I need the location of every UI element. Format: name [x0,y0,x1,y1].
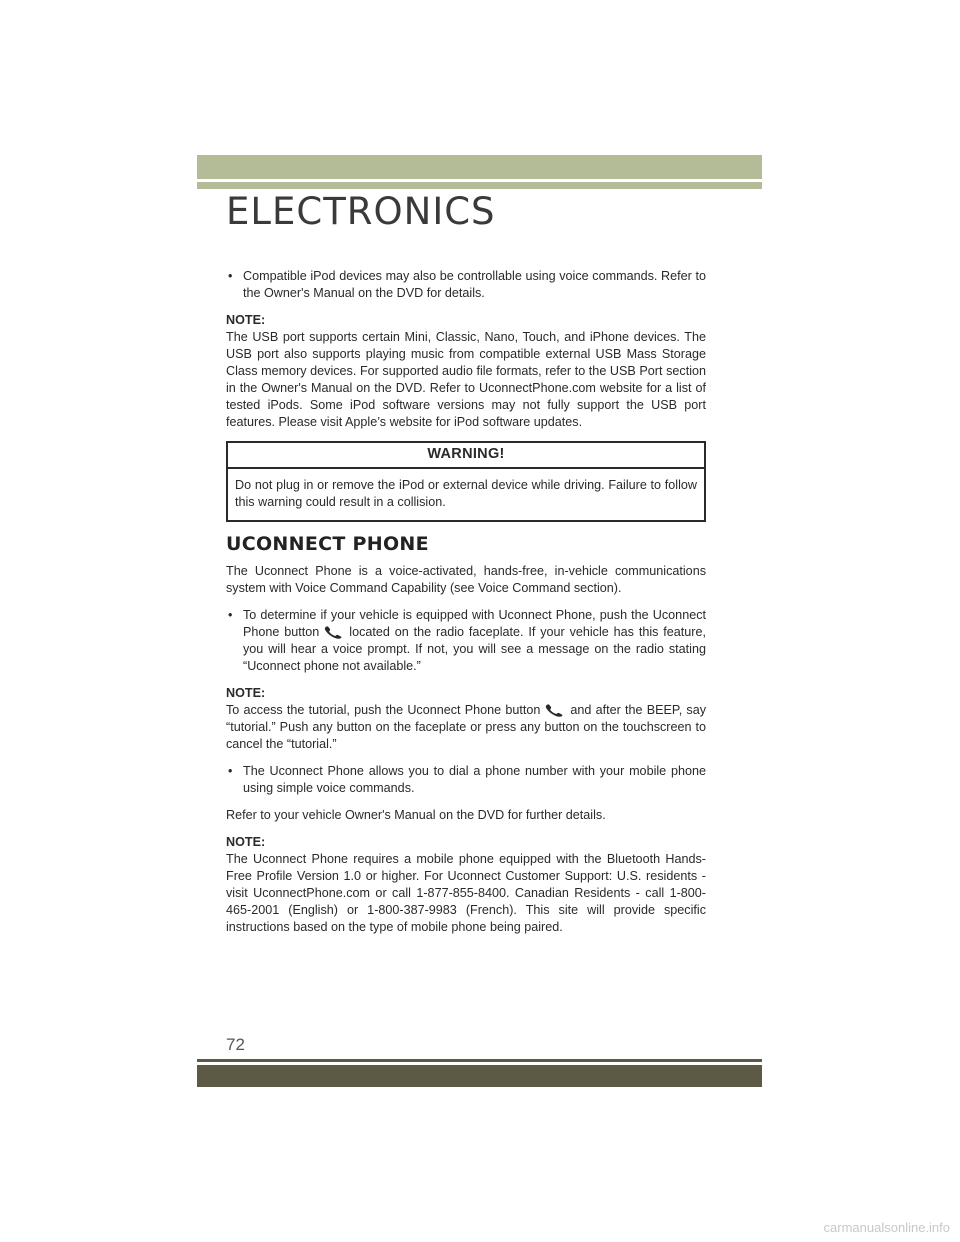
note-label: NOTE: [226,313,266,327]
footer-rule [197,1059,762,1062]
warning-box [226,441,706,522]
header-bar [197,155,762,179]
footer-bar [197,1065,762,1087]
note-label: NOTE: [226,835,266,849]
subheading-uconnect-phone: UCONNECT PHONE [226,533,429,555]
warning-body: Do not plug in or remove the iPod or external device while driving. Failure to follow this warning could result in a collision. [235,478,697,509]
bullet-mark: • [228,269,233,283]
bullet-text [243,607,706,675]
bullet-text: Compatible iPod devices may also be controllable using voice commands. Refer to the Owner's Manual on the DVD for details. [243,269,706,300]
bullet-text-part2: located on the radio faceplate. If your vehicle has this feature, you will hear a voice prompt. If not, you will see a message on the radio stating “Uconnect phone not available.” [243,625,706,673]
note-usb-text: The USB port supports certain Mini, Classic, Nano, Touch, and iPhone devices. The USB port also supports playing music from compatible external USB Mass Storage Class memory devices. For supported audio file formats, refer to the USB Port section in the Owner's Manual on the DVD. Refer to UconnectPhone.com website for a list of tested iPods. Some iPod software versions may not fully support the USB port features. Please visit Apple’s website for iPod software updates. [226,330,706,429]
bullet-mark: • [228,764,233,778]
phone-icon [323,625,345,639]
note-label: NOTE: [226,686,266,700]
warning-title: WARNING! [228,443,704,469]
intro-paragraph: The Uconnect Phone is a voice-activated, hands-free, in-vehicle communications system with Voice Command Capability (see Voice Command section). [226,564,706,595]
bullet-dial-number [226,763,706,797]
bullet-text-part1: To determine if your vehicle is equipped with Uconnect Phone, push the Uconnect Phone button [243,608,706,639]
page-number: 72 [226,1035,245,1054]
watermark: carmanualsonline.info [823,1220,950,1235]
page-content [226,268,706,936]
phone-icon [544,703,566,717]
refer-paragraph: Refer to your vehicle Owner's Manual on the DVD for further details. [226,808,606,822]
bullet-text: The Uconnect Phone allows you to dial a phone number with your mobile phone using simple voice commands. [243,764,706,795]
section-title: ELECTRONICS [226,190,496,233]
note-bluetooth-text: The Uconnect Phone requires a mobile phone equipped with the Bluetooth Hands-Free Profile Version 1.0 or higher. For Uconnect Customer Support: U.S. residents - visit UconnectPhone.com or call 1-877-855-8400. Canadian Residents - call 1-800-465-2001 (English) or 1-800-387-9983 (French). This site will provide specific instructions based on the type of mobile phone being paired. [226,852,706,934]
bullet-mark: • [228,608,233,622]
note-tutorial-text [226,702,706,753]
note-tutorial-part2: and after the BEEP, say “tutorial.” Push any button on the faceplate or press any button on the touchscreen to cancel the “tutorial.” [226,703,706,751]
bullet-ipod-voice [226,268,706,302]
note-tutorial-part1: To access the tutorial, push the Uconnect Phone button [226,703,541,717]
bullet-determine-equipped [226,607,706,675]
header-rule [197,182,762,189]
